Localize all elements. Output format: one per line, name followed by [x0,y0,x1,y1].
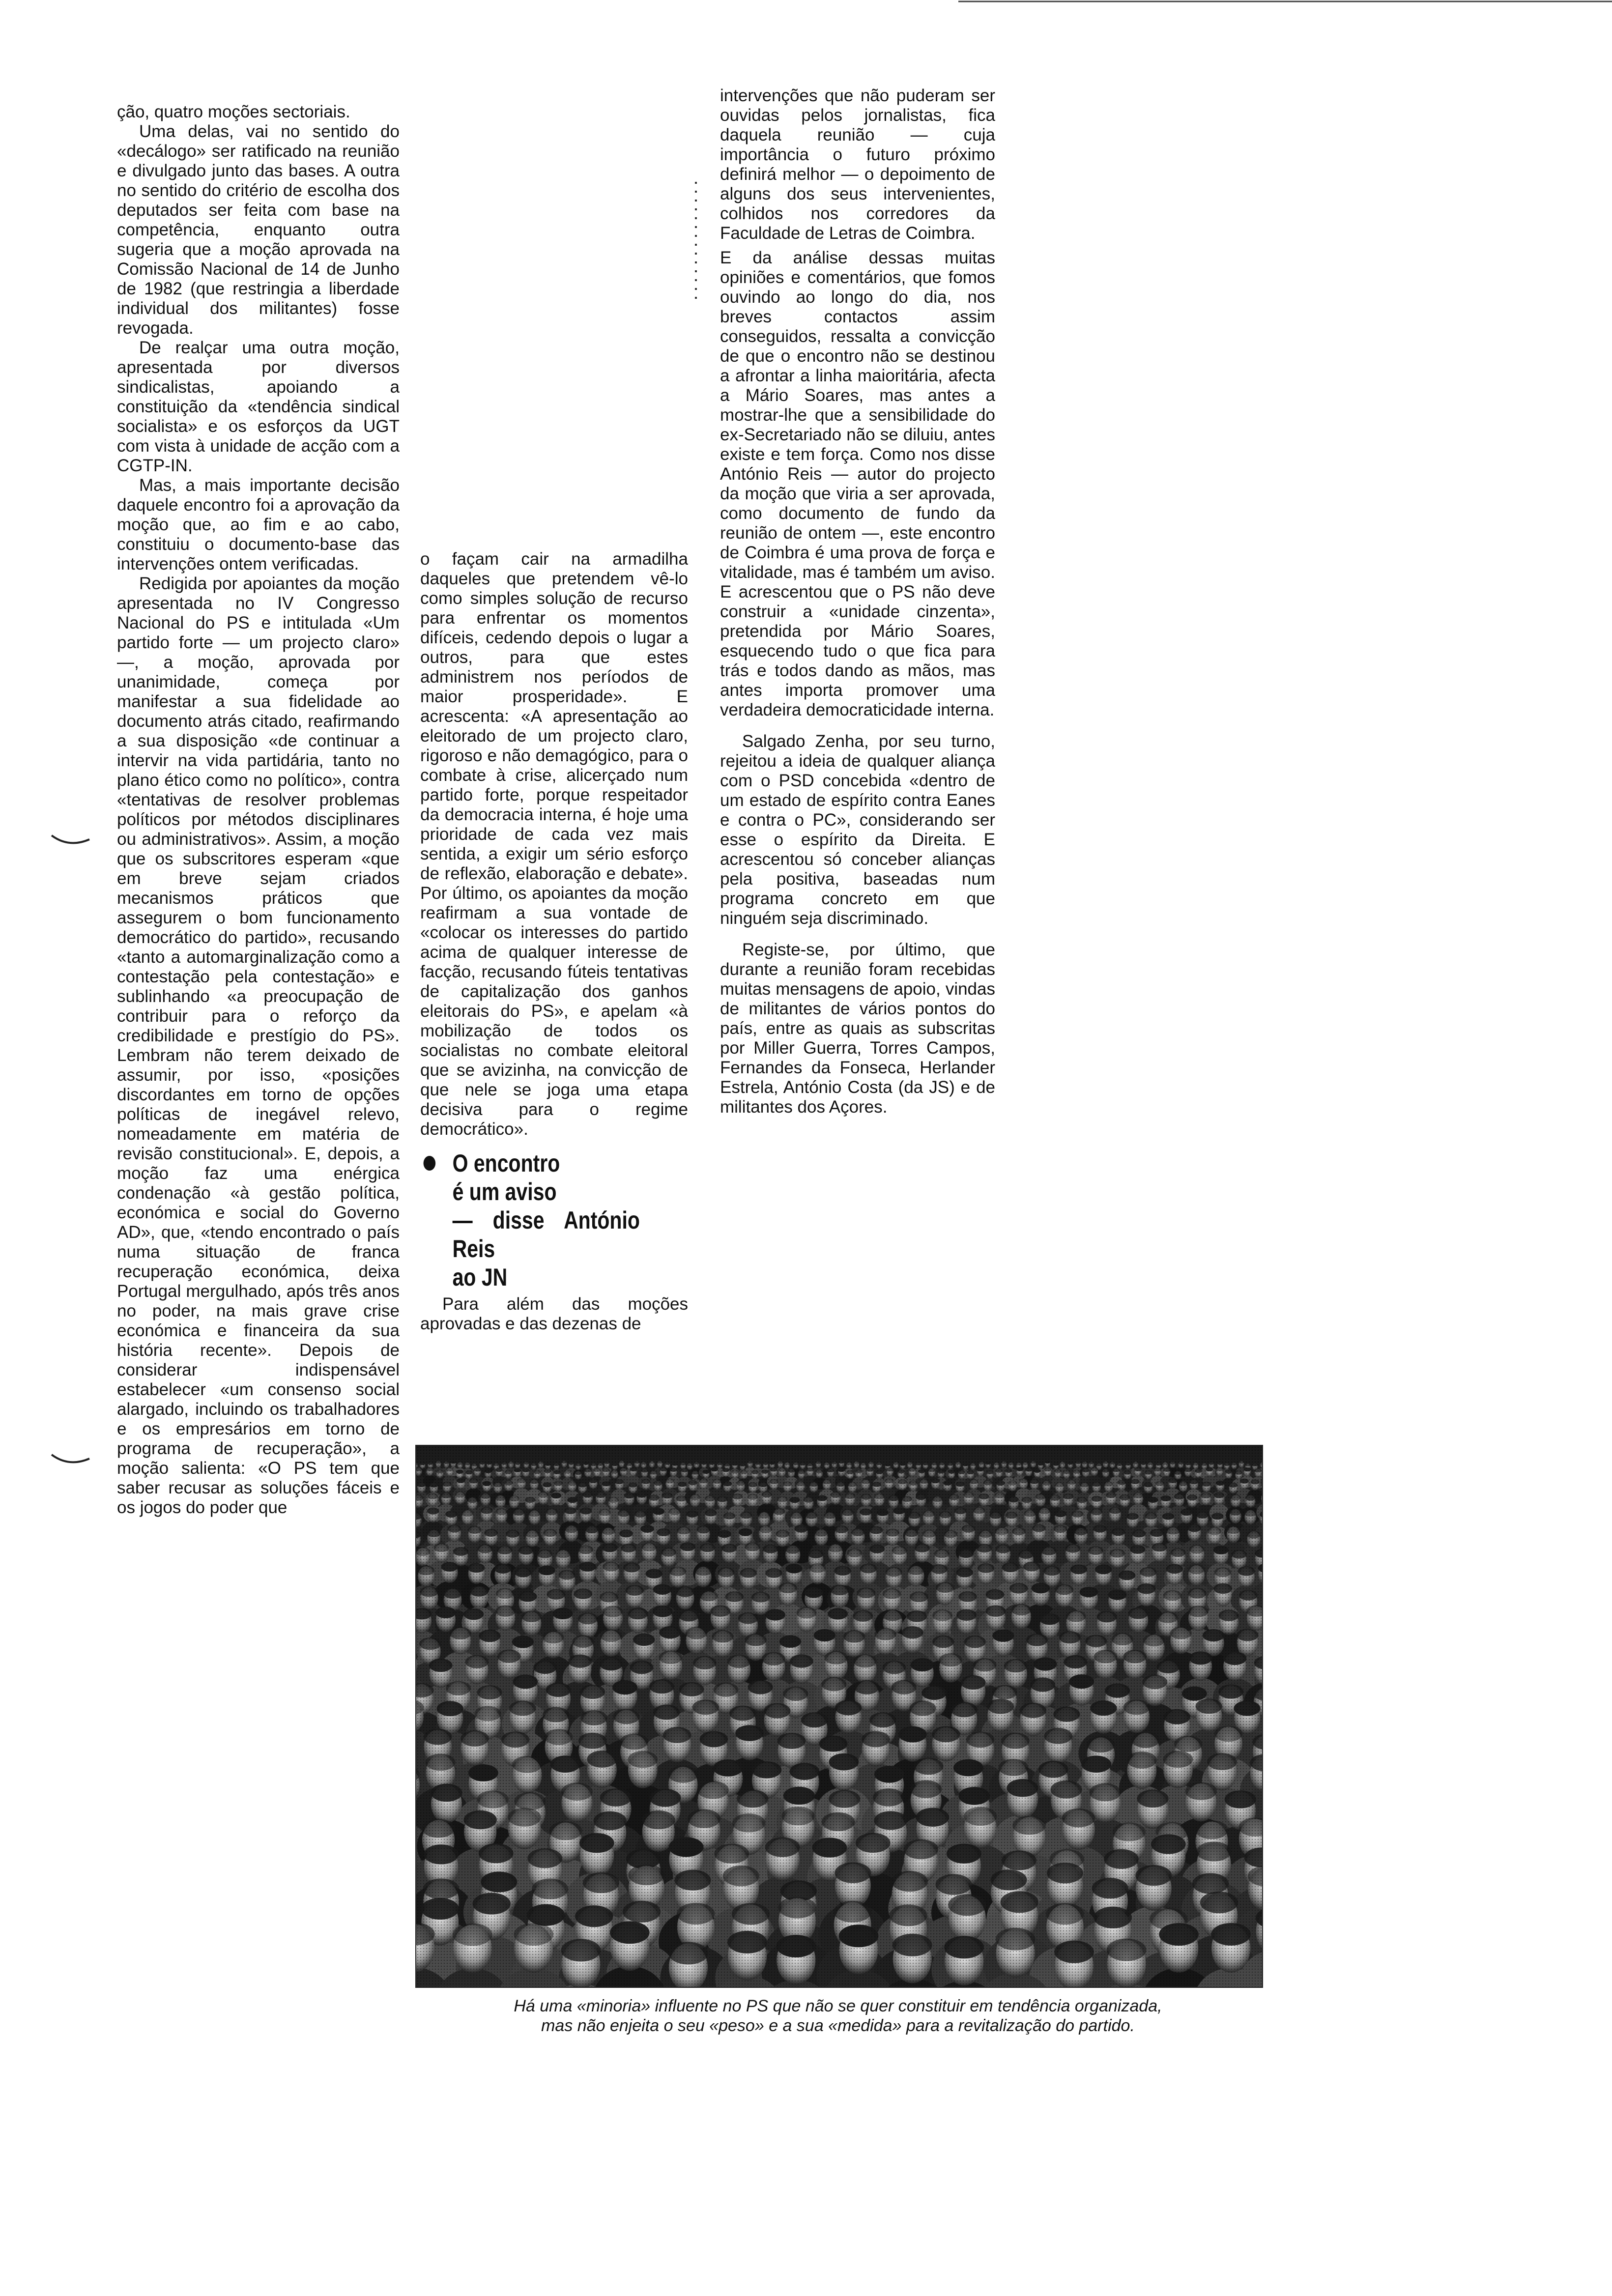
subheading-line-4: ao JN [452,1263,508,1291]
article-column-2 [420,549,688,1334]
col1-paragraph-3: De realçar uma outra moção, apresentada por diversos sindicalistas, apoiando a constituição da «tendência sindical socialista» e os esforços da UGT com vista à unidade de acção com a CGTP-IN. [117,338,400,475]
bullet-icon [424,1156,436,1171]
col3-paragraph-2: E da análise dessas muitas opiniões e comentários, que fomos ouvindo ao longo do dia, nos breves contactos assim conseguidos, ressalta a convicção de que o encontro não se destinou a afrontar a linha maioritária, afecta a Mário Soares, mas antes a mostrar-lhe que a sensibilidade do ex-Secretariado não se diluiu, antes existe e tem força. Como nos disse António Reis — autor do projecto da moção que viria a ser aprovada, como documento de fundo da reunião de ontem —, este encontro de Coimbra é uma prova de força e vitalidade, mas é também um aviso. E acrescentou que o PS não deve construir a «unidade cinzenta», pretendida por Mário Soares, esquecendo tudo o que fica para trás e todos dando as mãos, mas antes importa promover uma verdadeira democraticidade interna. [720,248,995,719]
caption-line-2: mas não enjeita o seu «peso» e a sua «medida» para a revitalização do partido. [541,2016,1135,2035]
audience-image [416,1446,1262,1987]
caption-line-1: Há uma «minoria» influente no PS que não se quer constituir em tendência organizada, [514,1997,1162,2015]
col1-paragraph-5: Redigida por apoiantes da moção apresentada no IV Congresso Nacional do PS e intitulada «Um partido forte — um projecto claro» —, a moção, aprovada por unanimidade, começa por manifestar a sua fidelidade ao documento atrás citado, reafirmando a sua disposição «de continuar a intervir na vida partidária, tanto no plano ético como no político», contra «tentativas de resolver problemas políticos por métodos disciplinares ou administrativos». Assim, a moção que os subscritores esperam «que em breve sejam criados mecanismos práticos que assegurem o bom funcionamento democrático do partido», recusando «tanto a automarginalização como a contestação pela contestação» e sublinhando «a preocupação de contribuir para o reforço da credibilidade e prestígio do PS». Lembram não terem deixado de assumir, por isso, «posições discordantes em torno de opções políticas de inegável relevo, nomeadamente em matéria de revisão constitucional». E, depois, a moção faz uma enérgica condenação «à gestão política, económica e social do Governo AD», que, «tendo encontrado o país numa situação de franca recuperação económica, deixa Portugal mergulhado, após três anos no poder, na mais grave crise económica e financeira da sua história recente». Depois de considerar indispensável estabelecer «um consenso social alargado, incluindo os trabalhadores e os empresários em torno de programa de recuperação», a moção salienta: «O PS tem que saber recusar as soluções fáceis e os jogos do poder que [117,574,400,1517]
top-edge-line [958,0,1612,5]
section-subheading [420,1149,640,1292]
photo-caption [413,1996,1263,2036]
col2-paragraph-1: o façam cair na armadilha daqueles que pretendem vê-lo como simples solução de recurso para enfrentar os momentos difíceis, cedendo depois o lugar a outros, para que estes administrem nos períodos de maior prosperidade». E acrescenta: «A apresentação ao eleitorado de um projecto claro, rigoroso e não demagógico, para o combate à crise, alicerçado num partido forte, porque respeitador da democracia interna, é hoje uma prioridade de cada vez mais sentida, a exigir um sério esforço de reflexão, elaboração e debate». Por último, os apoiantes da moção reafirmam a sua vontade de «colocar os interesses do partido acima de qualquer interesse de facção, recusando fúteis tentativas de capitalização dos ganhos eleitorais do PS», e apelam «à mobilização de todos os socialistas no combate eleitoral que se avizinha, na convicção de que nele se joga uma etapa decisiva para o regime democrático». [420,549,688,1139]
col2-paragraph-2: Para além das moções aprovadas e das dezenas de [420,1294,688,1333]
article-column-3 [720,86,995,1117]
article-column-1 [117,102,400,1518]
col1-paragraph-4: Mas, a mais importante decisão daquele encontro foi a aprovação da moção que, ao fim e ao cabo, constituiu o documento-base das intervenções ontem verificadas. [117,476,400,574]
col1-paragraph-1: ção, quatro moções sectoriais. [117,102,350,121]
col3-paragraph-1: intervenções que não puderam ser ouvidas pelos jornalistas, fica daquela reunião — cuja importância o futuro próximo definirá melhor — o depoimento de alguns dos seus intervenientes, colhidos nos corredores da Faculdade de Letras de Coimbra. [720,86,995,243]
subheading-line-1: O encontro [452,1149,560,1177]
margin-mark [49,831,93,850]
dotted-rule [693,182,699,305]
col3-paragraph-4: Registe-se, por último, que durante a reunião foram recebidas muitas mensagens de apoio, vindas de militantes de vários pontos do país, entre as quais as subscritas por Miller Guerra, Torres Campos, Fernandes da Fonseca, Herlander Estrela, António Costa (da JS) e de militantes dos Açores. [720,940,995,1117]
col1-paragraph-2: Uma delas, vai no sentido do «decálogo» ser ratificado na reunião e divulgado junto das bases. A outra no sentido do critério de escolha dos deputados ser feita com base na competência, enquanto outra sugeria que a moção aprovada na Comissão Nacional de 14 de Junho de 1982 (que restringia a liberdade individual dos militantes) fosse revogada. [117,122,400,338]
subheading-line-2: é um aviso [452,1178,557,1205]
margin-mark [49,1450,93,1469]
crowd-photograph [415,1445,1263,1988]
subheading-line-3: — disse António Reis [452,1206,640,1263]
col3-paragraph-3: Salgado Zenha, por seu turno, rejeitou a ideia de qualquer aliança com o PSD concebida «dentro de um estado de espírito contra Eanes e contra o PC», considerando ser esse o espírito da Direita. E acrescentou só conceber alianças pela positiva, baseadas num programa concreto em que ninguém seja discriminado. [720,732,995,928]
